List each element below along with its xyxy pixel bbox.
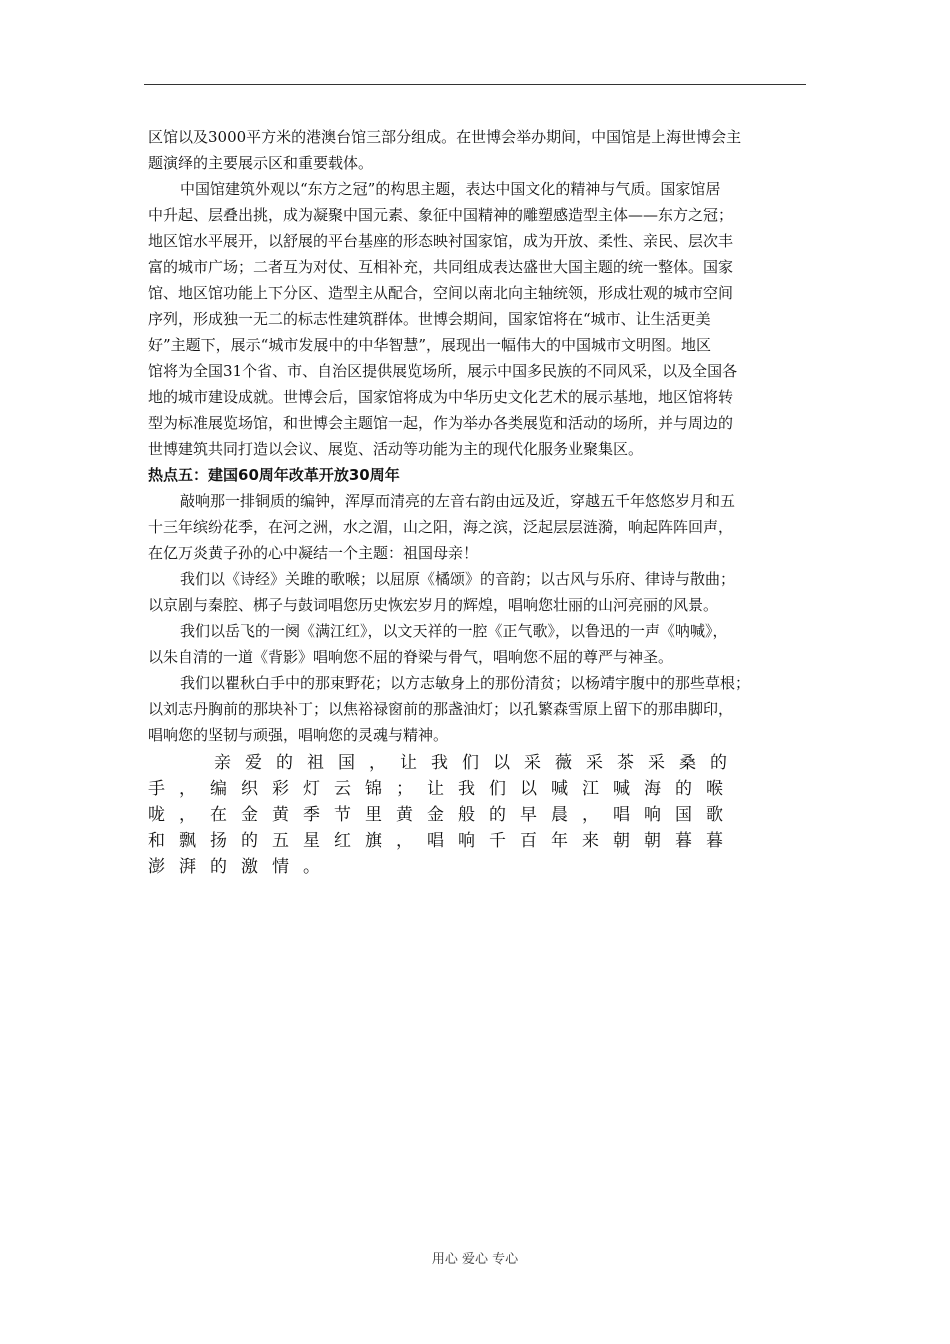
poem-line: 手，编织彩灯云锦；让我们以喊江喊海的喉 xyxy=(148,779,737,799)
paragraph xyxy=(148,124,808,176)
paragraph xyxy=(148,176,808,462)
text-line: 馆将为全国31个省、市、自治区提供展览场所，展示中国多民族的不同风采，以及全国各 xyxy=(148,362,738,380)
text-line: 序列，形成独一无二的标志性建筑群体。世博会期间，国家馆将在“城市、让生活更美 xyxy=(148,310,711,328)
text-line: 地的城市建设成就。世博会后，国家馆将成为中华历史文化艺术的展示基地，地区馆将转 xyxy=(148,388,734,406)
poem-line: 澎湃的激情。 xyxy=(148,857,334,877)
text-line: 中国馆建筑外观以“东方之冠”的构思主题，表达中国文化的精神与气质。国家馆居 xyxy=(180,180,721,198)
text-line: 敲响那一排铜质的编钟，浑厚而清亮的左音右韵由远及近，穿越五千年悠悠岁月和五 xyxy=(180,492,736,510)
paragraph xyxy=(148,488,808,566)
text-line: 热点五：建国60周年改革开放30周年 xyxy=(148,466,400,484)
text-line: 富的城市广场；二者互为对仗、互相补充，共同组成表达盛世大国主题的统一整体。国家 xyxy=(148,258,734,276)
paragraph xyxy=(148,566,808,618)
text-line: 我们以《诗经》关雎的歌喉；以屈原《橘颂》的音韵；以古风与乐府、律诗与散曲； xyxy=(180,570,736,588)
text-line: 世博建筑共同打造以会议、展览、活动等功能为主的现代化服务业聚集区。 xyxy=(148,440,644,458)
text-line: 中升起、层叠出挑，成为凝聚中国元素、象征中国精神的雕塑感造型主体——东方之冠； xyxy=(148,206,734,224)
text-line: 以刘志丹胸前的那块补丁；以焦裕禄窗前的那盏油灯；以孔繁森雪原上留下的那串脚印， xyxy=(148,700,734,718)
header-rule xyxy=(144,84,806,85)
poem-line: 和飘扬的五星红旗，唱响千百年来朝朝暮暮 xyxy=(148,831,737,851)
text-line: 我们以瞿秋白手中的那束野花；以方志敏身上的那份清贫；以杨靖宇腹中的那些草根； xyxy=(180,674,751,692)
section-heading xyxy=(148,462,808,488)
poem-block xyxy=(148,750,808,880)
poem-line: 咙，在金黄季节里黄金般的早晨，唱响国歌 xyxy=(148,805,737,825)
paragraph xyxy=(148,670,808,748)
text-line: 我们以岳飞的一阕《满江红》，以文天祥的一腔《正气歌》，以鲁迅的一声《呐喊》， xyxy=(180,622,728,640)
text-line: 型为标准展览场馆，和世博会主题馆一起，作为举办各类展览和活动的场所，并与周边的 xyxy=(148,414,734,432)
text-line: 以朱自清的一道《背影》唱响您不屈的脊梁与骨气，唱响您不屈的尊严与神圣。 xyxy=(148,648,674,666)
text-line: 馆、地区馆功能上下分区、造型主从配合，空间以南北向主轴统领，形成壮观的城市空间 xyxy=(148,284,734,302)
paragraph xyxy=(148,618,808,670)
poem-line: 亲爱的祖国，让我们以采薇采茶采桑的 xyxy=(214,753,741,773)
text-line: 唱响您的坚韧与顽强，唱响您的灵魂与精神。 xyxy=(148,726,449,744)
text-line: 题演绎的主要展示区和重要载体。 xyxy=(148,154,374,172)
text-line: 在亿万炎黄子孙的心中凝结一个主题：祖国母亲！ xyxy=(148,544,479,562)
text-line: 区馆以及3000平方米的港澳台馆三部分组成。在世博会举办期间，中国馆是上海世博会主 xyxy=(148,128,742,146)
text-line: 地区馆水平展开，以舒展的平台基座的形态映衬国家馆，成为开放、柔性、亲民、层次丰 xyxy=(148,232,734,250)
text-line: 十三年缤纷花季，在河之洲，水之湄，山之阳，海之滨，泛起层层涟漪，响起阵阵回声， xyxy=(148,518,734,536)
text-line: 好”主题下，展示“城市发展中的中华智慧”，展现出一幅伟大的中国城市文明图。地区 xyxy=(148,336,712,354)
page-footer: 用心 爱心 专心 xyxy=(431,1252,519,1267)
text-line: 以京剧与秦腔、梆子与鼓词唱您历史恢宏岁月的辉煌，唱响您壮丽的山河亮丽的风景。 xyxy=(148,596,719,614)
document-body xyxy=(148,124,808,880)
